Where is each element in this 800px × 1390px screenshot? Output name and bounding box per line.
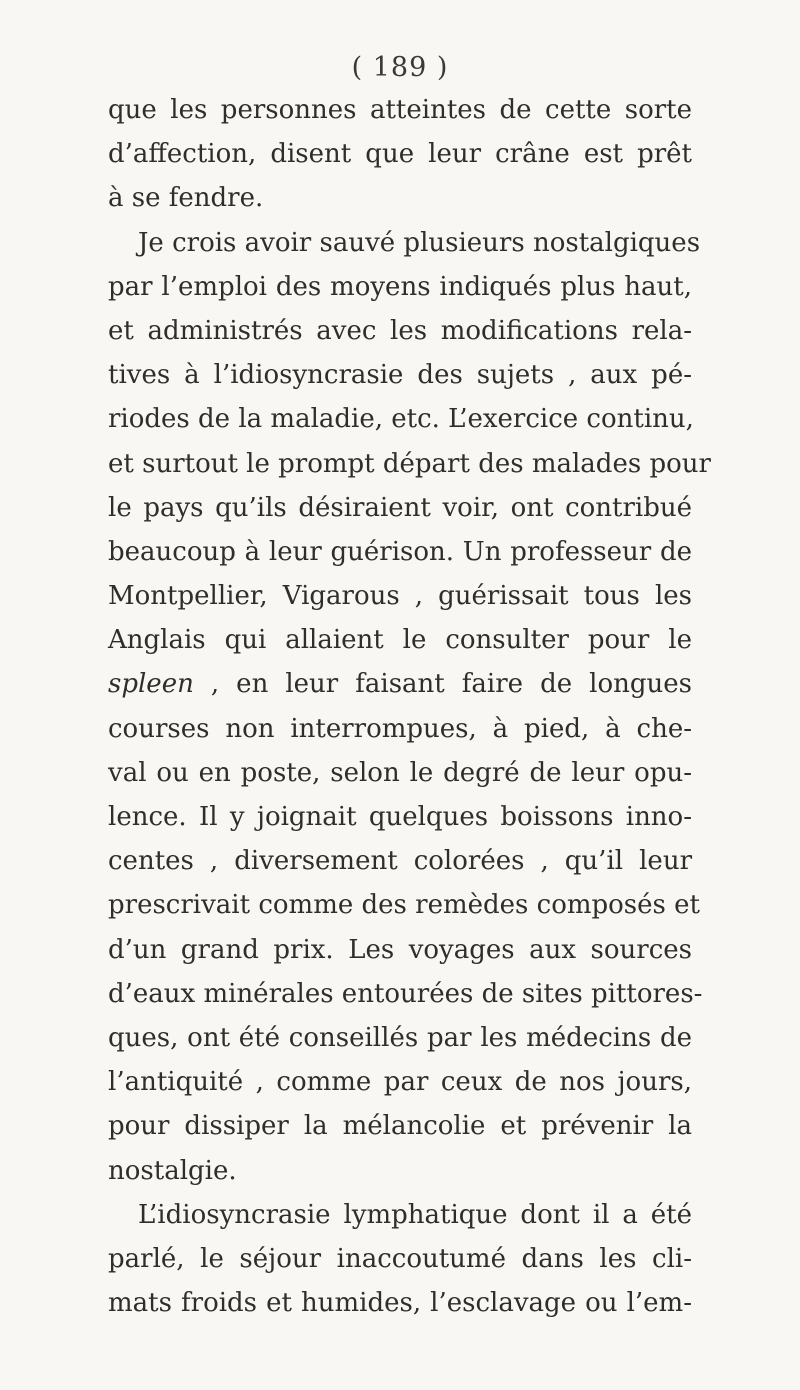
text-line: val ou en poste, selon le degré de leur opu- (108, 757, 692, 788)
italic-word: spleen (108, 669, 194, 700)
text-line: par l’emploi des moyens indiqués plus haut, (108, 271, 692, 302)
text-line: le pays qu’ils désiraient voir, ont contribué (108, 492, 692, 523)
text-line: prescrivait comme des remèdes composés et (108, 890, 700, 921)
text-line: L’idiosyncrasie lymphatique dont il a été (138, 1199, 692, 1230)
text-line: d’eaux minérales entourées de sites pittores- (108, 978, 703, 1009)
page-number: ( 189 ) (351, 52, 449, 83)
text-line: parlé, le séjour inaccoutumé dans les cli- (108, 1243, 692, 1274)
text-line: d’affection, disent que leur crâne est prêt (108, 139, 692, 170)
text-line: que les personnes atteintes de cette sorte (108, 95, 692, 125)
text-line: riodes de la maladie, etc. L’exercice continu, (108, 404, 694, 435)
text-line: beaucoup à leur guérison. Un professeur de (108, 536, 692, 567)
text-line: ques, ont été conseillés par les médecins de (108, 1022, 692, 1053)
text-line (108, 662, 692, 706)
text-line: d’un grand prix. Les voyages aux sources (108, 934, 692, 965)
text-line: tives à l’idiosyncrasie des sujets , aux pé- (108, 360, 692, 391)
text-line: l’antiquité , comme par ceux de nos jours, (108, 1067, 692, 1098)
text-line: et surtout le prompt départ des malades pour (108, 448, 711, 479)
text-line: pour dissiper la mélancolie et prévenir la (108, 1111, 692, 1142)
text-line: Anglais qui allaient le consulter pour le (108, 625, 692, 656)
text-line: Montpellier, Vigarous , guérissait tous les (108, 581, 692, 612)
text-line: à se fendre. (108, 183, 264, 214)
text-line: lence. Il y joignait quelques boissons inno- (108, 802, 692, 832)
text-line: centes , diversement colorées , qu’il leur (108, 846, 692, 877)
text-line: et administrés avec les modifications rela- (108, 315, 692, 346)
text-line: Je crois avoir sauvé plusieurs nostalgiques (138, 227, 701, 258)
line-rest: , en leur faisant faire de longues (193, 669, 692, 700)
text-line: mats froids et humides, l’esclavage ou l’em- (108, 1288, 692, 1319)
text-line: courses non interrompues, à pied, à che- (108, 713, 692, 744)
text-line: nostalgie. (108, 1155, 237, 1186)
body-text (108, 88, 711, 1325)
